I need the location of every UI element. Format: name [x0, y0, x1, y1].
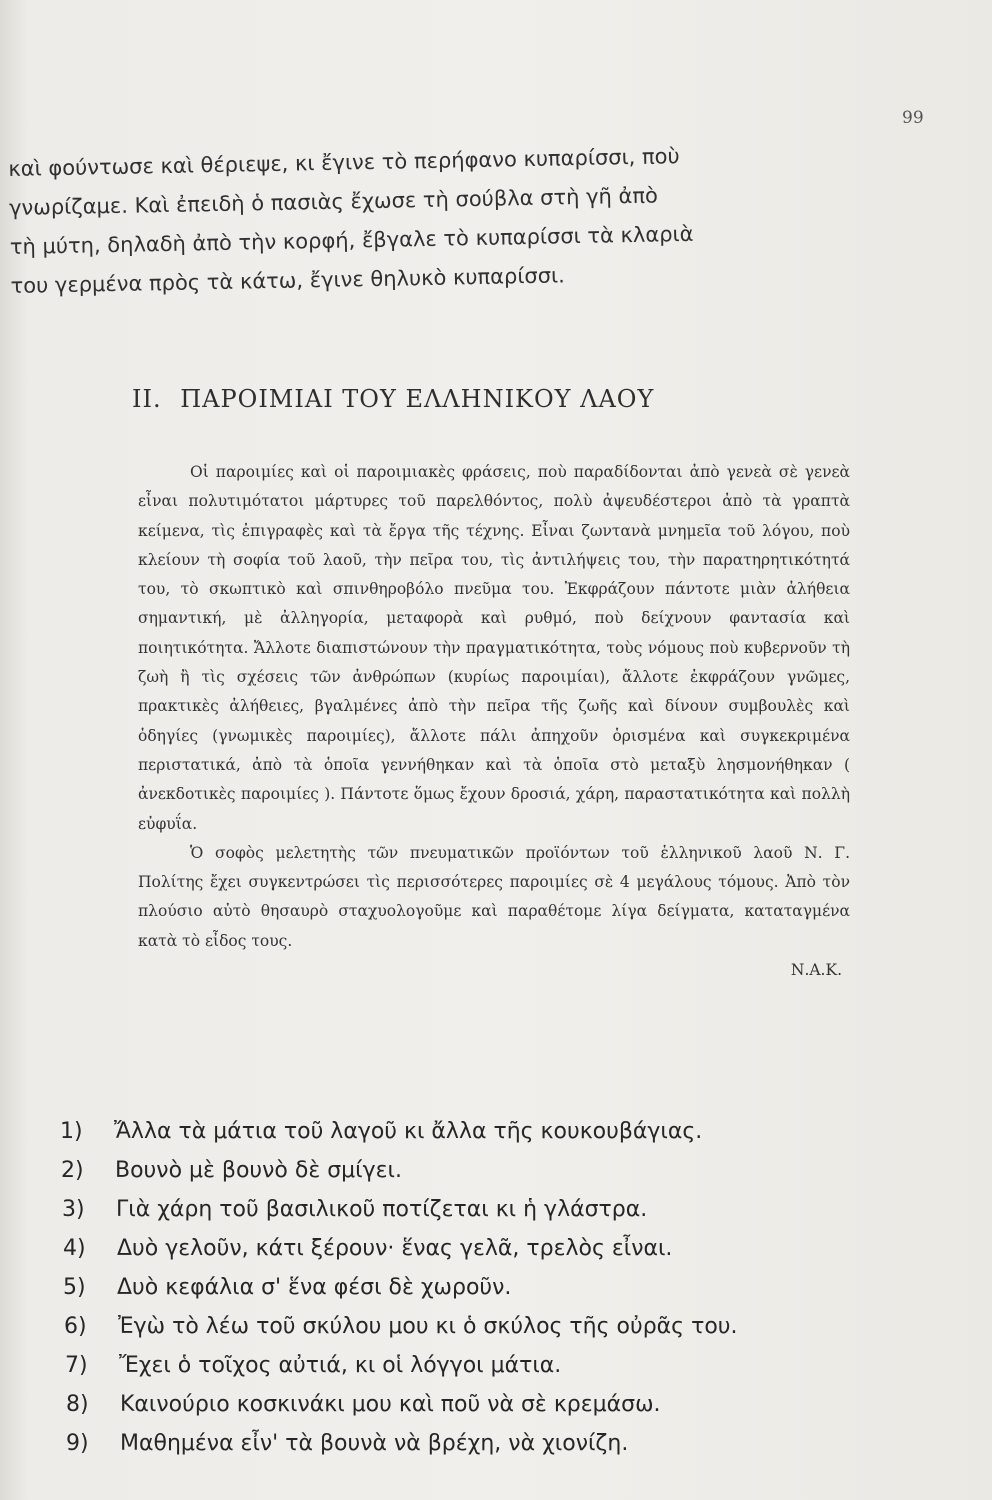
- list-item: [62, 1190, 862, 1229]
- intro-line: γνωρίζαμε. Καὶ ἐπειδὴ ὁ πασιὰς ἔχωσε τὴ σούβλα στὴ γῆ ἀπὸ: [8, 183, 659, 220]
- proverb-text: Βουνὸ μὲ βουνὸ δὲ σμίγει.: [115, 1158, 402, 1183]
- proverb-number: 1): [60, 1119, 83, 1144]
- list-item: [60, 1112, 860, 1151]
- proverb-number: 5): [63, 1275, 86, 1300]
- intro-line: τὴ μύτη, δηλαδὴ ἀπὸ τὴν κορφή, ἔβγαλε τὸ κυπαρίσσι τὰ κλαριὰ: [9, 221, 694, 259]
- proverb-text: Καινούριο κοσκινάκι μου καὶ ποῦ νὰ σὲ κρεμάσω.: [120, 1392, 661, 1417]
- section-title: ΠΑΡΟΙΜΙΑΙ ΤΟΥ ΕΛΛΗΝΙΚΟΥ ΛΑΟΥ: [180, 385, 655, 413]
- list-item: [61, 1151, 861, 1190]
- essay-paragraph: Ὁ σοφὸς μελετητὴς τῶν πνευματικῶν προϊόντων τοῦ ἑλληνικοῦ λαοῦ Ν. Γ. Πολίτης ἔχει συγκεντρώσει τὶς περισσότερες παροιμίες σὲ 4 μεγάλους τόμους. Ἀπὸ τὸν πλούσιο αὐτὸ θησαυρὸ σταχυολογοῦμε καὶ παραθέτομε λίγα δείγματα, καταταγμένα κατὰ τὸ εἶδος τους.: [138, 843, 850, 950]
- page-number: 99: [902, 108, 924, 128]
- proverb-text: Ἄλλα τὰ μάτια τοῦ λαγοῦ κι ἄλλα τῆς κουκουβάγιας.: [114, 1119, 703, 1144]
- intro-line: του γερμένα πρὸς τὰ κάτω, ἔγινε θηλυκὸ κυπαρίσσι.: [10, 263, 566, 298]
- list-item: [65, 1346, 865, 1385]
- essay-paragraph: Οἱ παροιμίες καὶ οἱ παροιμιακὲς φράσεις, ποὺ παραδίδονται ἀπὸ γενεὰ σὲ γενεὰ εἶναι πολυτιμότατοι μάρτυρες τοῦ παρελθόντος, πολὺ ἀψευδέστεροι ἀπὸ τὰ γραπτὰ κείμενα, τὶς ἐπιγραφὲς καὶ τὰ ἔργα τῆς τέχνης. Εἶναι ζωντανὰ μνημεῖα τοῦ λόγου, ποὺ κλείουν τὴ σοφία τοῦ λαοῦ, τὴν πεῖρα του, τὶς ἀντιλήψεις του, τὴν παρατηρητικότητά του, τὸ σκωπτικὸ καὶ σπινθηροβόλο πνεῦμα του. Ἐκφράζουν πάντοτε μιὰν ἀλήθεια σημαντική, μὲ ἀλληγορία, μεταφορὰ καὶ ρυθμό, ποὺ δείχνουν φαντασία καὶ ποιητικότητα. Ἄλλοτε διαπιστώνουν τὴν πραγματικότητα, τοὺς νόμους ποὺ κυβερνοῦν τὴ ζωὴ ἢ τὶς σχέσεις τῶν ἀνθρώπων (κυρίως παροιμίαι), ἄλλοτε ἐκφράζουν γνῶμες, πρακτικὲς ἀλήθειες, βγαλμένες ἀπὸ τὴν πεῖρα τῆς ζωῆς καὶ δίνουν συμβουλὲς καὶ ὁδηγίες (γνωμικὲς παροιμίες), ἄλλοτε πάλι ἀπηχοῦν ὁρισμένα καὶ συγκεκριμένα περιστατικά, ἀπὸ τὰ ὁποῖα γεννήθηκαν καὶ τὰ ὁποῖα στὸ μεταξὺ λησμονήθηκαν ( ἀνεκδοτικὲς παροιμίες ). Πάντοτε ὅμως ἔχουν δροσιά, χάρη, παραστατικότητα καὶ πολλὴ εὐφυΐα.: [138, 463, 850, 833]
- list-item: [66, 1424, 866, 1463]
- proverb-number: 8): [66, 1392, 89, 1417]
- proverb-number: 6): [64, 1314, 87, 1339]
- proverb-number: 9): [66, 1431, 89, 1456]
- proverb-text: Γιὰ χάρη τοῦ βασιλικοῦ ποτίζεται κι ἡ γλάστρα.: [116, 1197, 648, 1222]
- list-item: [63, 1268, 863, 1307]
- proverb-text: Δυὸ κεφάλια σ' ἕνα φέσι δὲ χωροῦν.: [117, 1275, 512, 1300]
- intro-line: καὶ φούντωσε καὶ θέριεψε, κι ἔγινε τὸ περήφανο κυπαρίσσι, ποὺ: [8, 144, 680, 181]
- proverb-number: 3): [62, 1197, 85, 1222]
- list-item: [63, 1229, 863, 1268]
- proverb-text: Μαθημένα εἶν' τὰ βουνὰ νὰ βρέχη, νὰ χιονίζη.: [120, 1431, 629, 1456]
- proverb-number: 4): [63, 1236, 86, 1261]
- proverb-text: Ἐγὼ τὸ λέω τοῦ σκύλου μου κι ὁ σκύλος τῆς οὐρᾶς του.: [118, 1314, 738, 1339]
- list-item: [66, 1385, 866, 1424]
- section-heading: [132, 385, 664, 413]
- author-initials: Ν.Α.Κ.: [790, 961, 842, 980]
- section-numeral: II.: [132, 385, 162, 413]
- list-item: [64, 1307, 864, 1346]
- essay-body: [138, 458, 850, 985]
- proverb-text: Δυὸ γελοῦν, κάτι ξέρουν· ἕνας γελᾶ, τρελὸς εἶναι.: [117, 1236, 673, 1261]
- proverb-text: Ἔχει ὁ τοῖχος αὐτιά, κι οἱ λόγγοι μάτια.: [119, 1353, 562, 1378]
- intro-paragraph: [8, 134, 841, 306]
- proverb-list: [60, 1112, 860, 1463]
- proverb-number: 2): [61, 1158, 84, 1183]
- proverb-number: 7): [65, 1353, 88, 1378]
